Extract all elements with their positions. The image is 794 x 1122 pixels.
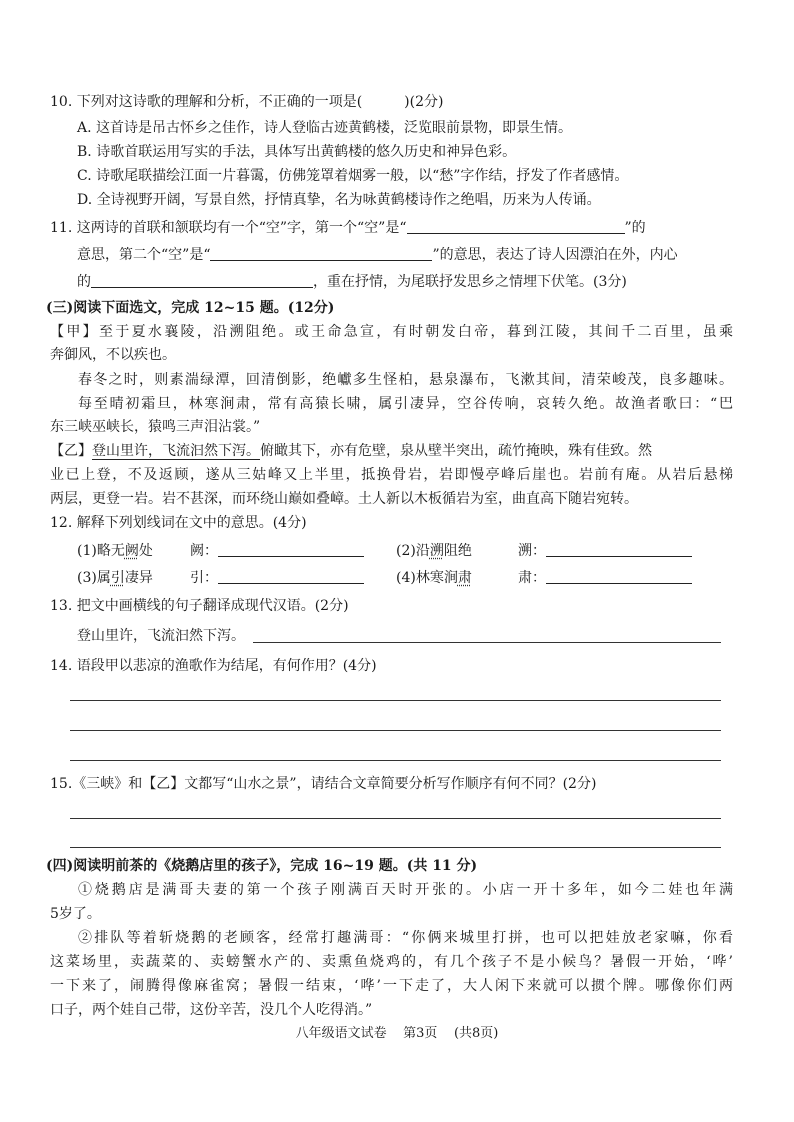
q11-line3 [77, 272, 627, 292]
q12-item-text: (3)属 [77, 570, 111, 586]
footer-page-number: 第3页 [403, 1026, 438, 1041]
q10-option-d: D. 全诗视野开阔，写景自然，抒情真挚，名为咏黄鹤楼诗作之绝唱，历来为人传诵。 [77, 192, 601, 208]
passage-yi-text: 俯瞰其下，亦有危壁，泉从壁半突出，疏竹掩映，殊有佳致。然 [260, 443, 652, 459]
q12-answer-blank-3[interactable] [218, 569, 364, 584]
q12-stem: 12. 解释下列划线词在文中的意思。(4分) [50, 515, 307, 531]
q12-item-text: (2)沿 [396, 543, 430, 559]
footer-paper-title: 八年级语文试卷 [295, 1026, 387, 1041]
q14-answer-line[interactable] [70, 760, 721, 761]
underlined-sentence: 登山里许，飞流汩然下泻。 [92, 443, 260, 459]
q14-answer-line[interactable] [70, 700, 721, 701]
q11-answer-blank-3[interactable] [91, 273, 313, 288]
q12-key-3 [190, 568, 364, 588]
q11-line1 [50, 218, 646, 238]
passage-yi-line: 业已上登，不及返顾，遂从三姑峰又上半里，抵换骨岩，岩即慢亭峰后崖也。岩前有庵。从岩后悬梯 [50, 467, 733, 483]
q11-text: ”的意思，表达了诗人因漂泊在外，内心 [432, 247, 678, 263]
q12-answer-blank-4[interactable] [546, 569, 692, 584]
passage-jia-line: 【甲】至于夏水襄陵，沿溯阻绝。或王命急宣，有时朝发白帝，暮到江陵，其间千二百里，虽乘 [50, 324, 733, 340]
q12-item-text: (4)林寒涧 [396, 570, 458, 586]
passage-para-line: 5岁了。 [50, 906, 101, 922]
q13-stem: 13. 把文中画横线的句子翻译成现代汉语。(2分) [50, 598, 349, 614]
q11-line2 [77, 245, 678, 265]
section3-title: (三)阅读下面选文，完成 12~15 题。(12分) [46, 300, 335, 316]
q10-stem: 10. 下列对这诗歌的理解和分析，不正确的一项是( )(2分) [50, 94, 444, 110]
q11-text: 意思，第二个“空”是“ [77, 247, 211, 263]
passage-yi-line: 两层，更登一岩。岩不甚深，而环绕山巅如叠嶂。土人新以木板循岩为室，曲直高下随岩宛转。 [50, 491, 638, 507]
q12-item-4 [396, 568, 472, 588]
passage-para-line: ②排队等着斩烧鹅的老顾客，经常打趣满哥：“你俩来城里打拼，也可以把娃放老家嘛，你看 [78, 930, 733, 946]
q13-answer-line[interactable] [253, 642, 721, 643]
q10-option-b: B. 诗歌首联运用写实的手法，具体写出黄鹤楼的悠久历史和神异色彩。 [77, 144, 517, 160]
q12-item-text: 阻绝 [443, 543, 472, 559]
q12-item-3 [77, 568, 153, 588]
q12-key-1 [190, 541, 364, 561]
page-footer [0, 1025, 794, 1043]
q12-item-1 [77, 541, 153, 561]
passage-para-line: 口子，两个娃自己带，这份辛苦，没几个人吃得消。” [50, 1002, 373, 1018]
q12-target-word: 阙 [124, 543, 139, 559]
section4-title: (四)阅读明前茶的《烧鹅店里的孩子》，完成 16~19 题。(共 11 分) [46, 858, 478, 874]
passage-para-line: 一下来了，闹腾得像麻雀窝；暑假一结束，‘哗’一下走了，大人闲下来就可以掼个牌。哪像你们两 [50, 978, 733, 994]
q14-stem: 14. 语段甲以悲凉的渔歌作为结尾，有何作用？(4分) [50, 658, 377, 674]
q11-answer-blank-2[interactable] [210, 246, 432, 261]
passage-jia-line: 东三峡巫峡长，猿鸣三声泪沾裳。” [50, 419, 261, 435]
q15-answer-line[interactable] [70, 847, 721, 848]
q10-option-a: A. 这首诗是吊古怀乡之佳作，诗人登临古迹黄鹤楼，泛览眼前景物，即景生情。 [77, 120, 573, 136]
q11-text: 的 [77, 274, 91, 290]
q12-item-text: 凄异 [124, 570, 153, 586]
q12-target-word: 溯 [429, 543, 444, 559]
q15-stem: 15.《三峡》和【乙】文都写“山水之景”，请结合文章简要分析写作顺序有何不同？(2分) [50, 776, 597, 792]
q11-text: ，重在抒情，为尾联抒发思乡之情埋下伏笔。(3分) [313, 274, 627, 290]
q12-answer-blank-2[interactable] [546, 542, 692, 557]
q12-target-word: 引 [110, 570, 125, 586]
q13-sentence: 登山里许，飞流汩然下泻。 [77, 628, 245, 644]
q12-target-word: 肃 [457, 570, 472, 586]
q12-key-2 [518, 541, 692, 561]
q12-item-text: 处 [138, 543, 153, 559]
q11-answer-blank-1[interactable] [407, 219, 625, 234]
q12-key-4 [518, 568, 692, 588]
q12-item-2 [396, 541, 472, 561]
passage-yi-label: 【乙】 [50, 443, 92, 459]
q12-answer-blank-1[interactable] [218, 542, 364, 557]
q12-key-label: 引： [190, 570, 218, 586]
q15-answer-line[interactable] [70, 818, 721, 819]
passage-para-line: ①烧鹅店是满哥夫妻的第一个孩子刚满百天时开张的。小店一开十多年，如今二娃也年满 [78, 882, 733, 898]
q12-key-label: 阙： [190, 543, 218, 559]
passage-yi-line [50, 441, 733, 461]
q12-item-text: (1)略无 [77, 543, 125, 559]
footer-page-total: (共8页) [453, 1026, 499, 1041]
q10-option-c: C. 诗歌尾联描绘江面一片暮霭，仿佛笼罩着烟雾一般，以“愁”字作结，抒发了作者感情。 [77, 168, 629, 184]
q11-text: ”的 [624, 220, 646, 236]
passage-jia-line: 每至晴初霜旦，林寒涧肃，常有高猿长啸，属引凄异，空谷传响，哀转久绝。故渔者歌曰：“巴 [78, 396, 733, 412]
passage-para-line: 这菜场里，卖蔬菜的、卖螃蟹水产的、卖熏鱼烧鸡的，有几个孩子不是小候鸟？暑假一开始，‘哗’ [50, 954, 733, 970]
q12-key-label: 溯： [518, 543, 546, 559]
q11-text: 11. 这两诗的首联和颔联均有一个“空”字，第一个“空”是“ [50, 220, 407, 236]
q12-key-label: 肃： [518, 570, 546, 586]
passage-jia-line: 奔御风，不以疾也。 [50, 347, 176, 363]
q14-answer-line[interactable] [70, 730, 721, 731]
passage-jia-line: 春冬之时，则素湍绿潭，回清倒影，绝巘多生怪柏，悬泉瀑布，飞漱其间，清荣峻茂，良多趣味。 [78, 372, 733, 388]
